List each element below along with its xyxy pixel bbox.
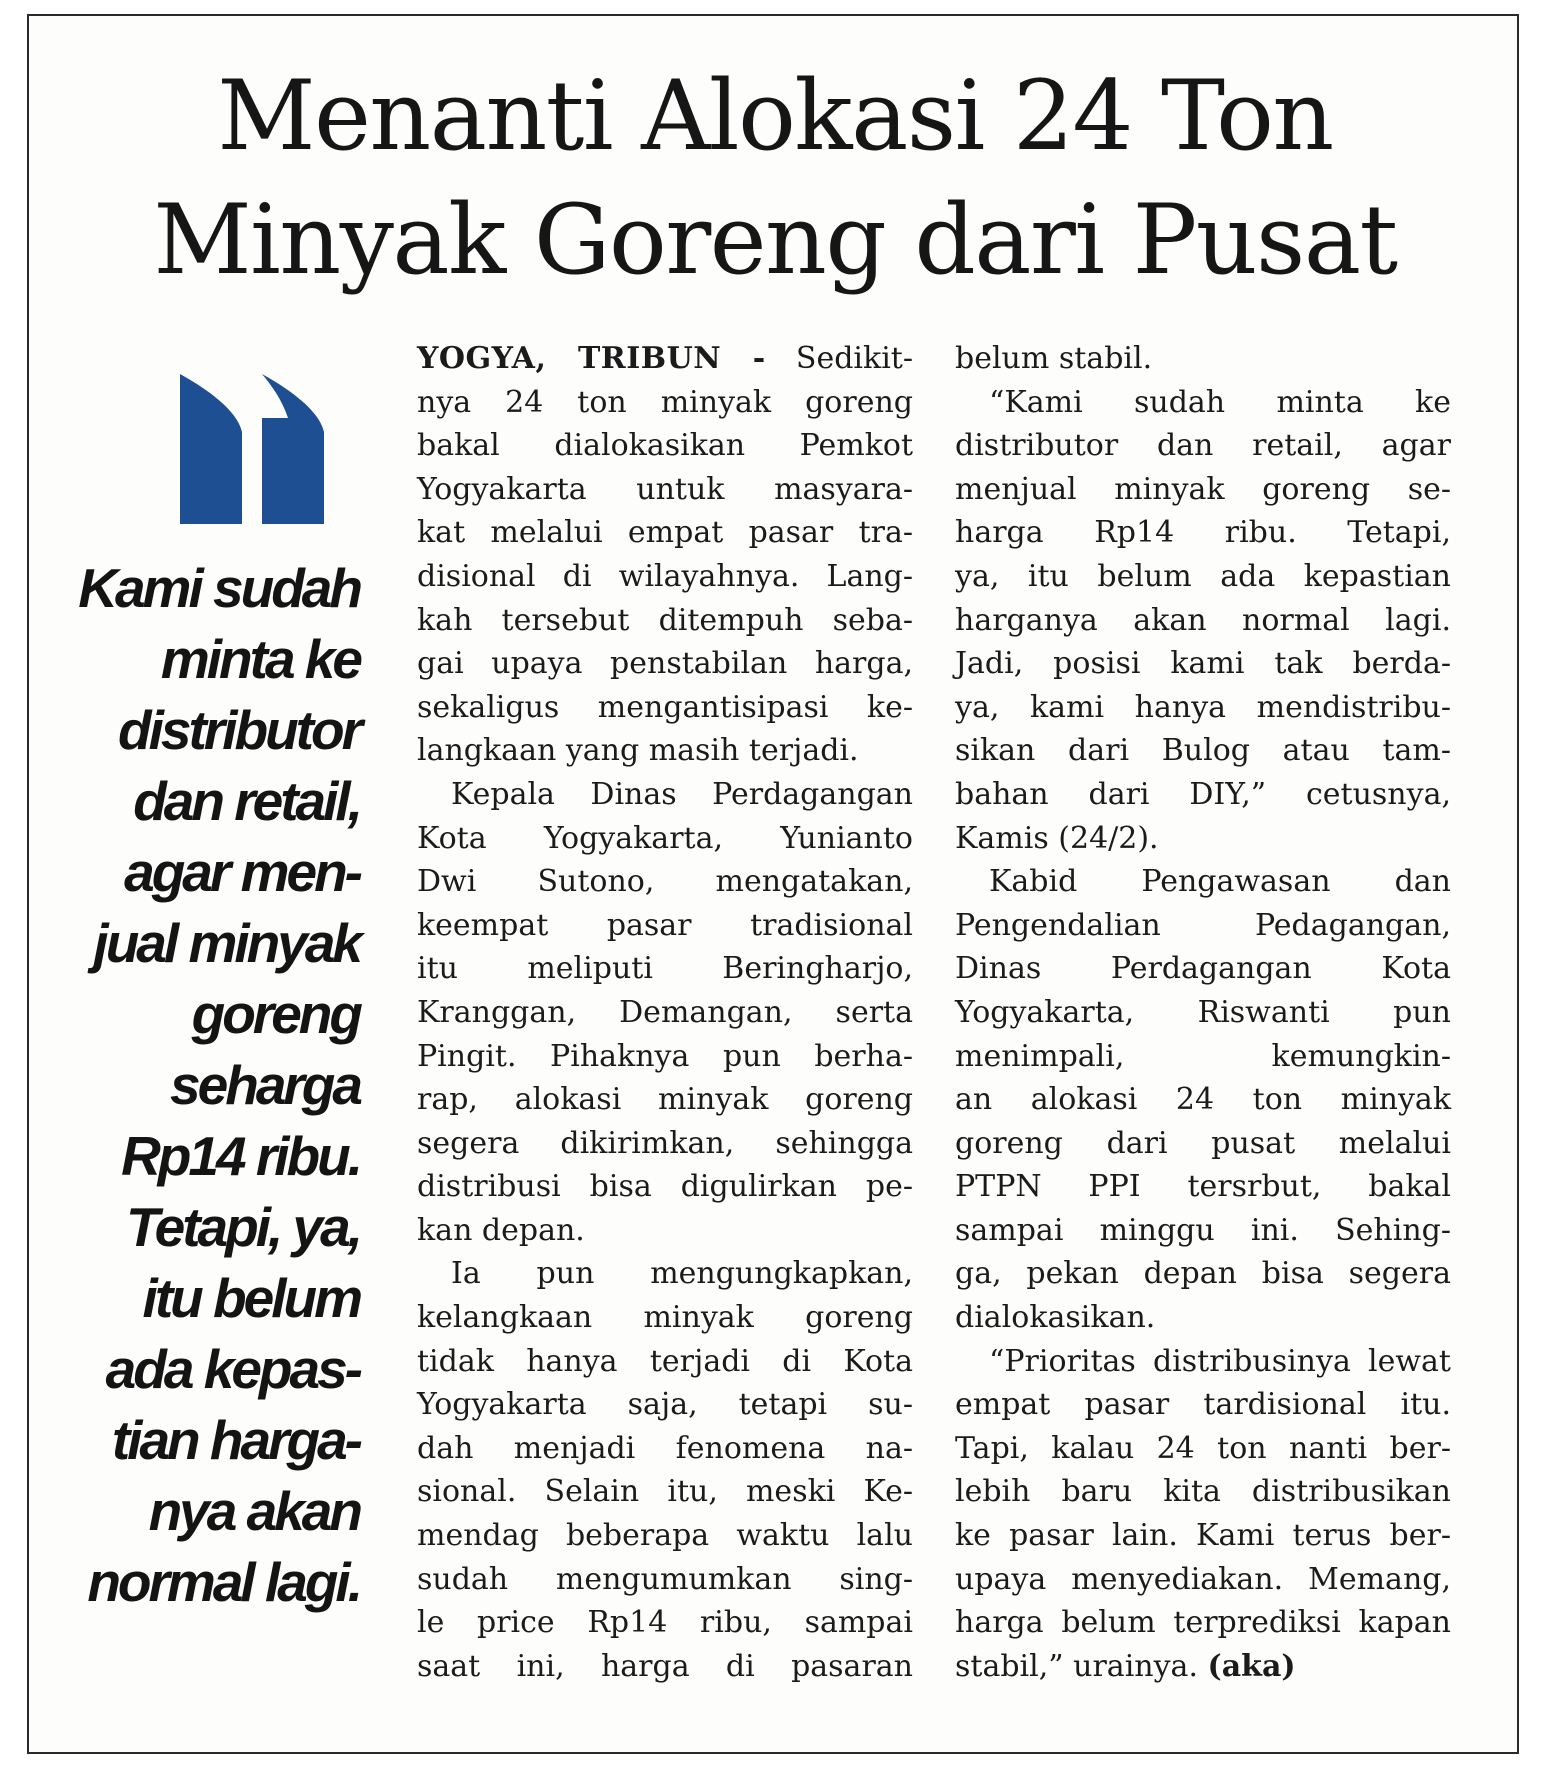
- text-line: Dinas Perdagangan Kota: [955, 951, 1451, 987]
- quote-mark-right: [262, 374, 324, 524]
- text-line: sudah mengumumkan sing-: [417, 1561, 913, 1597]
- text-line: Kota Yogyakarta, Yunianto: [417, 820, 913, 856]
- text-line: empat pasar tardisional itu.: [955, 1387, 1451, 1423]
- text-line: dah menjadi fenomena na-: [417, 1430, 913, 1466]
- headline-line-1: Menanti Alokasi 24 Ton: [217, 60, 1333, 172]
- text-line: mendag beberapa waktu lalu: [417, 1518, 913, 1554]
- text-line: sekaligus mengantisipasi ke-: [417, 689, 913, 725]
- text-line: goreng dari pusat melalui: [955, 1125, 1451, 1161]
- paragraph-4: [955, 381, 1451, 861]
- pull-quote-line: nya akan: [148, 1480, 360, 1542]
- text-line: “Kami sudah minta ke: [989, 384, 1451, 420]
- pull-quote-line: ada kepas-: [105, 1338, 360, 1400]
- paragraph-6: [955, 1340, 1451, 1689]
- text-line: belum stabil.: [955, 341, 1153, 376]
- text-line: segera dikirimkan, sehingga: [417, 1125, 913, 1161]
- paragraph-2: [417, 773, 913, 1253]
- text-line: Yogyakarta saja, tetapi su-: [417, 1387, 913, 1423]
- dateline: YOGYA, TRIBUN -: [417, 341, 766, 376]
- headline: [69, 54, 1481, 302]
- text-line: distribusi bisa digulirkan pe-: [417, 1169, 913, 1205]
- headline-line-2: Minyak Goreng dari Pusat: [153, 184, 1397, 296]
- pull-quote-line: tian harga-: [111, 1409, 360, 1471]
- text-line: langkaan yang masih terjadi.: [417, 733, 859, 769]
- text-line: ya, kami hanya mendistribu-: [955, 689, 1451, 725]
- pull-quote-line: itu belum: [142, 1267, 360, 1329]
- text-line: kan depan.: [417, 1212, 585, 1248]
- text-line: Dwi Sutono, mengatakan,: [417, 864, 913, 900]
- pull-quote-line: Rp14 ribu.: [121, 1125, 360, 1187]
- text-line: Kepala Dinas Perdagangan: [451, 776, 913, 812]
- text-line: gai upaya penstabilan harga,: [417, 646, 913, 682]
- text-line: ya, itu belum ada kepastian: [955, 558, 1451, 594]
- text-line: harga belum terprediksi kapan: [955, 1605, 1451, 1641]
- text-line: “Prioritas distribusinya lewat: [989, 1343, 1451, 1379]
- text-line: kelangkaan minyak goreng: [417, 1300, 913, 1336]
- text-line: Pingit. Pihaknya pun berha-: [417, 1038, 913, 1074]
- text-line: sampai minggu ini. Sehing-: [955, 1212, 1451, 1248]
- paragraph-1: [417, 337, 913, 773]
- pull-quote-line: seharga: [170, 1054, 360, 1116]
- pull-quote-line: jual minyak: [93, 912, 360, 974]
- text-line: Kamis (24/2).: [955, 820, 1159, 856]
- pull-quote: [60, 553, 360, 1618]
- text-line: Kranggan, Demangan, serta: [417, 994, 913, 1030]
- text-line-segment: stabil,” urainya.: [955, 1648, 1198, 1684]
- text-line: rap, alokasi minyak goreng: [417, 1082, 913, 1118]
- text-line: menjual minyak goreng se-: [955, 471, 1451, 507]
- text-line: harganya akan normal lagi.: [955, 602, 1451, 638]
- text-line: keempat pasar tradisional: [417, 907, 913, 943]
- text-line: nya 24 ton minyak goreng: [417, 384, 913, 420]
- text-line: menimpali, kemungkin-: [955, 1038, 1451, 1074]
- pull-quote-line: Kami sudah: [78, 557, 360, 619]
- text-line: an alokasi 24 ton minyak: [955, 1082, 1451, 1118]
- text-line: [417, 337, 913, 381]
- body-column-1: [417, 337, 913, 1688]
- pull-quote-line: agar men-: [124, 841, 360, 903]
- pull-quote-line: normal lagi.: [87, 1551, 360, 1613]
- text-line: itu meliputi Beringharjo,: [417, 951, 913, 987]
- text-line: Yogyakarta untuk masyara-: [417, 471, 913, 507]
- paragraph-3: [417, 1252, 913, 1688]
- double-quote-icon: [176, 374, 336, 524]
- pull-quote-line: minta ke: [160, 628, 360, 690]
- text-line: kat melalui empat pasar tra-: [417, 515, 913, 551]
- text-line: kah tersebut ditempuh seba-: [417, 602, 913, 638]
- pull-quote-line: distributor: [118, 699, 360, 761]
- pull-quote-line: goreng: [191, 983, 360, 1045]
- paragraph-5: [955, 860, 1451, 1340]
- text-line: bakal dialokasikan Pemkot: [417, 428, 913, 464]
- text-line: [955, 1645, 1451, 1689]
- text-line: ke pasar lain. Kami terus ber-: [955, 1518, 1451, 1554]
- text-line: lebih baru kita distribusikan: [955, 1474, 1451, 1510]
- body-column-2: [955, 337, 1451, 1688]
- text-line: harga Rp14 ribu. Tetapi,: [955, 515, 1451, 551]
- text-line: bahan dari DIY,” cetusnya,: [955, 776, 1451, 812]
- text-line: Ia pun mengungkapkan,: [451, 1256, 913, 1292]
- text-line: le price Rp14 ribu, sampai: [417, 1605, 913, 1641]
- text-line: Kabid Pengawasan dan: [989, 864, 1451, 900]
- pull-quote-line: Tetapi, ya,: [126, 1196, 360, 1258]
- text-line: saat ini, harga di pasaran: [417, 1648, 913, 1684]
- paragraph-continued: [955, 337, 1451, 381]
- text-line: dialokasikan.: [955, 1300, 1156, 1336]
- text-line: Pengendalian Pedagangan,: [955, 907, 1451, 943]
- text-line: disional di wilayahnya. Lang-: [417, 558, 913, 594]
- text-line: upaya menyediakan. Memang,: [955, 1561, 1451, 1597]
- text-line: Yogyakarta, Riswanti pun: [955, 994, 1451, 1030]
- text-line: sional. Selain itu, meski Ke-: [417, 1474, 913, 1510]
- author-signature: (aka): [1207, 1648, 1296, 1684]
- text-line: distributor dan retail, agar: [955, 428, 1451, 464]
- text-line: Tapi, kalau 24 ton nanti ber-: [955, 1430, 1451, 1466]
- text-line: tidak hanya terjadi di Kota: [417, 1343, 913, 1379]
- pull-quote-line: dan retail,: [133, 770, 360, 832]
- text-line: ga, pekan depan bisa segera: [955, 1256, 1451, 1292]
- text-line-segment: Sedikit-: [795, 341, 913, 376]
- text-line: PTPN PPI tersrbut, bakal: [955, 1169, 1451, 1205]
- text-line: Jadi, posisi kami tak berda-: [955, 646, 1451, 682]
- text-line: sikan dari Bulog atau tam-: [955, 733, 1451, 769]
